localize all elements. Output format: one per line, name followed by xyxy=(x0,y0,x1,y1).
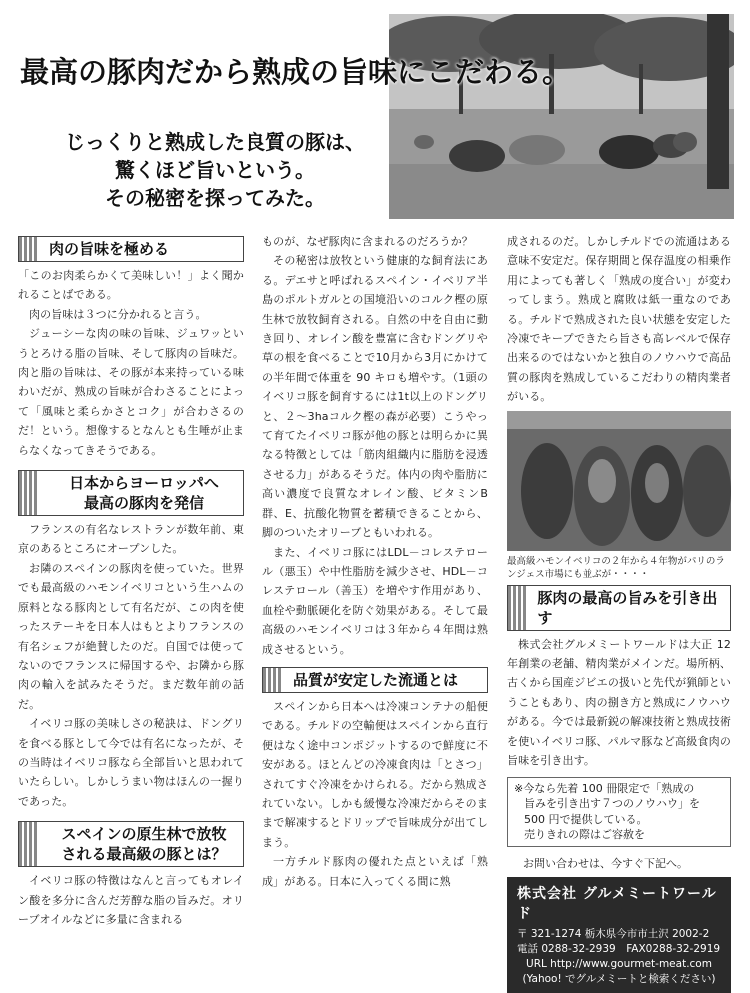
paragraph: 「このお肉柔らかくて美味しい！」よく聞かれることばである。 xyxy=(18,269,244,302)
company-search-hint: (Yahoo! でグルメミートと検索ください) xyxy=(522,972,716,985)
paragraph: 成されるのだ。しかしチルドでの流通はある意味不安定だ。保存期間と保存温度の相乗作用によっても著しく「熟成の度合い」が変わってしまう。熟成と腐敗は紙一重なのである。チルドで熟成された良い状態を安定した冷凍でキープできたら旨さも高レベルで保存出来るのではないかと独自のノウハウで高品質の豚肉を熟成しているこだわりの精肉業者がいる。 xyxy=(507,235,731,404)
heading-mark-icon xyxy=(19,237,39,261)
lead-line: 驚くほど旨いという。 xyxy=(115,158,315,182)
inquiry-text: お問い合わせは、今すぐ下記へ。 xyxy=(523,856,688,870)
paragraph: スペインから日本へは冷凍コンテナの船便である。チルドの空輸便はスペインから直行便はなく途中コンポジットするので鮮度に不安がある。ほとんどの冷凍食肉は「とさつ」されてすぐ冷凍をかけられる。だから熟成されていない。しかも緩慢な冷凍だからそのままで解凍するとドリップで旨味成分が出てしまう。 xyxy=(262,699,488,849)
lead-text xyxy=(40,128,390,212)
notice-line: ※今なら先着 100 冊限定で「熟成の xyxy=(514,781,695,795)
lead-line: じっくりと熟成した良質の豚は、 xyxy=(65,130,365,154)
company-url[interactable]: URL http://www.gourmet-meat.com xyxy=(526,957,712,970)
column-1 xyxy=(18,232,244,929)
ham-photo xyxy=(507,411,731,551)
paragraph: イベリコ豚の特徴はなんと言ってもオレイン酸を多分に含んだ芳醇な脂の旨みだ。オリーブオイルなどに多量に含まれる xyxy=(18,874,244,926)
section-title xyxy=(45,471,243,515)
section-title-line: 日本からヨーロッパへ xyxy=(69,474,219,493)
section-heading-japan-to-europe xyxy=(18,470,244,516)
notice-line: 500 円で提供している。 xyxy=(524,812,648,826)
top-photo-pigs-in-forest xyxy=(389,14,734,219)
heading-mark-icon xyxy=(263,668,283,692)
paragraph: お隣のスペインの豚肉を使っていた。世界でも最高級のハモンイベリコという生ハムの原料となる豚肉として有名だが、この肉を使ったステーキを日本人はもとよりフランスの有名シェフが絶賛したのだ。自国では使ってないのでフランスに帰国するや、お隣から豚肉の輸入を試みたそうだ。まだ数年前の話だ。 xyxy=(18,561,244,711)
section-title: 品質が安定した流通とは xyxy=(293,670,459,689)
company-address: 〒 321-1274 栃木県今市市土沢 2002-2 xyxy=(517,927,710,940)
company-phone: 電話 0288-32-2939 FAX0288-32-2919 xyxy=(517,942,721,955)
section-title xyxy=(45,822,243,866)
section-title-line: される最高級の豚とは？ xyxy=(61,845,227,864)
paragraph: ものが、なぜ豚肉に含まれるのだろうか？ xyxy=(262,235,473,248)
notice-line: 売りきれの際はご容赦を xyxy=(524,828,645,841)
paragraph: その秘密は放牧という健康的な飼育法にある。デエサと呼ばれるスペイン・イベリア半島のポルトガルとの国境沿いのコルク樫の原生林で放牧飼育される。自然の中を自由に動き回り、オレイン酸を豊富に含むドングリや草の根を食べることで10月から3月にかけての半年間で体重を 90 キロも増やす。（1頭のイベリコ豚を飼育するには1t以上のドングリと、２～3haコルク樫の森が必要）こうやって育てたイベリコ豚が他の豚とは明らかに異なる特徴としては「筋肉組織内に脂肪を浸透させる力」があるそうだ。体内の肉や脂肪に高い濃度で良質なオレイン酸、ビタミンB群、E、抗酸化物質を蓄積できることから、脚のついたオリーブともいわれる。 xyxy=(262,254,488,540)
column-2 xyxy=(262,232,488,891)
paragraph: イベリコ豚の美味しさの秘訣は、ドングリを食べる豚として今では有名になったが、その当時はイベリコ豚なら全部旨いと思われていたらしい。しかしうまい物はほんの一握りであった。 xyxy=(18,717,244,808)
section-heading-stable-distribution xyxy=(262,667,488,693)
photo-caption: 最高級ハモンイベリコの２年から４年物がパリのランジェス市場にも並ぶが・・・・ xyxy=(507,555,725,580)
section-title: 豚肉の最高の旨みを引き出す xyxy=(537,588,718,627)
notice-line: 旨みを引き出す７つのノウハウ」を xyxy=(524,797,700,810)
limited-offer-notice xyxy=(507,777,731,847)
section-title-line: スペインの原生林で放牧 xyxy=(61,825,227,844)
company-name: 株式会社 グルメミートワールド xyxy=(517,885,717,922)
hanging-hams-illustration xyxy=(507,411,731,551)
heading-mark-icon xyxy=(19,822,39,866)
column-3 xyxy=(507,232,731,993)
section-heading-meat-flavor xyxy=(18,236,244,262)
section-title-line: 最高の豚肉を発信 xyxy=(83,494,204,513)
paragraph: また、イベリコ豚にはLDL－コレステロール（悪玉）や中性脂肪を減少させ、HDL－コレステロール（善玉）を増やす作用があり、血栓や動脈硬化を防ぐ効果がある。そして最高級のハモンイベリコは３年から４年間は熟成させるという。 xyxy=(262,545,488,656)
section-heading-spanish-forest xyxy=(18,821,244,867)
heading-mark-icon xyxy=(508,586,527,630)
lead-line: その秘密を探ってみた。 xyxy=(105,186,325,210)
company-contact-box xyxy=(507,877,731,993)
section-title: 肉の旨味を極める xyxy=(49,240,170,258)
heading-mark-icon xyxy=(19,471,39,515)
section-heading-best-flavor xyxy=(507,585,731,631)
paragraph: 株式会社グルメミートワールドは大正 12 年創業の老舗、精肉業がメインだ。場所柄、古くから国産ジビエの扱いと先代が猟師ということもあり、肉の捌き方と熟成にノウハウがある。今では最新鋭の解凍技術と熟成技術を使いイベリコ豚、パルマ豚など高級食肉の旨味を引き出す。 xyxy=(507,637,731,768)
paragraph: 肉の旨味は３つに分かれると言う。 xyxy=(29,307,207,321)
paragraph: 一方チルド豚肉の優れた点といえば「熟成」がある。日本に入ってくる間に熟 xyxy=(262,855,488,888)
pigs-forest-illustration xyxy=(389,14,734,219)
paragraph: フランスの有名なレストランが数年前、東京のあるところにオープンした。 xyxy=(18,523,244,556)
paragraph: ジューシーな肉の味の旨味、ジュワッというとろける脂の旨味、そして豚肉の旨味だ。肉と脂の旨味は、その豚が本来持っている味わいだが、熟成の旨味が合わさることによって「風味と柔らかさとコク」が合わさるのだ！という。想像するとなんとも生唾が止まらなくなってきそうである。 xyxy=(18,327,244,457)
headline: 最高の豚肉だから熟成の旨味にこだわる。 xyxy=(20,55,572,89)
